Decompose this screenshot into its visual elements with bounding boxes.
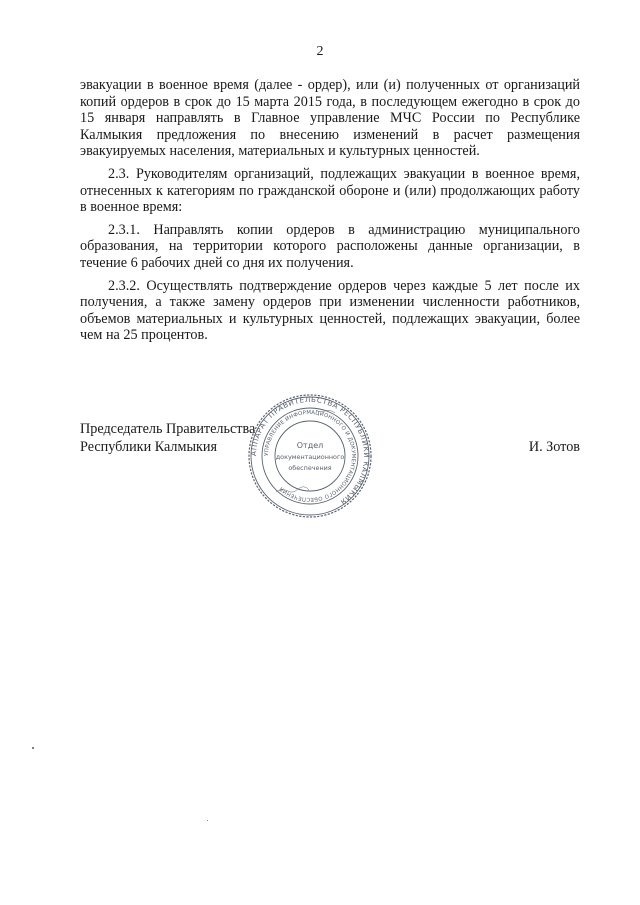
signer-name: И. Зотов [528, 439, 580, 455]
document-body [80, 77, 580, 350]
official-stamp [246, 392, 374, 520]
paragraph-continuation: эвакуации в военное время (далее - ордер), или (и) полученных от организаций копий ордеров в срок до 15 марта 2015 года, в последующем ежегодно в срок до 15 января направлять в Главное управление МЧС России по Республике Калмыкия предложения по внесению изменений в расчет размещения эвакуируемых населения, материальных и культурных ценностей. [80, 77, 580, 160]
stamp-outer-text: АППАРАТ ПРАВИТЕЛЬСТВА РЕСПУБЛИКИ КАЛМЫКИЯ [248, 394, 372, 507]
scan-dot [207, 820, 208, 821]
paragraph-2-3-1: 2.3.1. Направлять копии ордеров в администрацию муниципального образования, на территории которого расположены данные организации, в течение 6 рабочих дней со дня их получения. [80, 221, 580, 271]
stamp-center-line1: Отдел [296, 441, 324, 450]
signer-title-line2: Республики Калмыкия [80, 439, 218, 455]
paragraph-2-3: 2.3. Руководителям организаций, подлежащих эвакуации в военное время, отнесенных к категориям по гражданской обороне и (или) продолжающих работу в военное время: [80, 165, 580, 216]
stamp-seal-icon [246, 392, 374, 520]
stamp-inner-text: УПРАВЛЕНИЕ ИНФОРМАЦИОННОГО И ДОКУМЕНТАЦИОННОГО ОБЕСПЕЧЕНИЯ [263, 409, 357, 503]
signer-title-line1: Председатель Правительства [80, 421, 256, 437]
page-number: 2 [316, 44, 324, 59]
paragraph-2-3-2: 2.3.2. Осуществлять подтверждение ордеров через каждые 5 лет после их получения, а также замену ордеров при изменении численности работников, объемов материальных и культурных ценностей, подлежащих эвакуации, более чем на 25 процентов. [80, 277, 580, 344]
stamp-center-line2: документационного [275, 453, 345, 461]
scan-dot [32, 747, 34, 749]
stamp-center-line3: обеспечения [288, 464, 332, 472]
